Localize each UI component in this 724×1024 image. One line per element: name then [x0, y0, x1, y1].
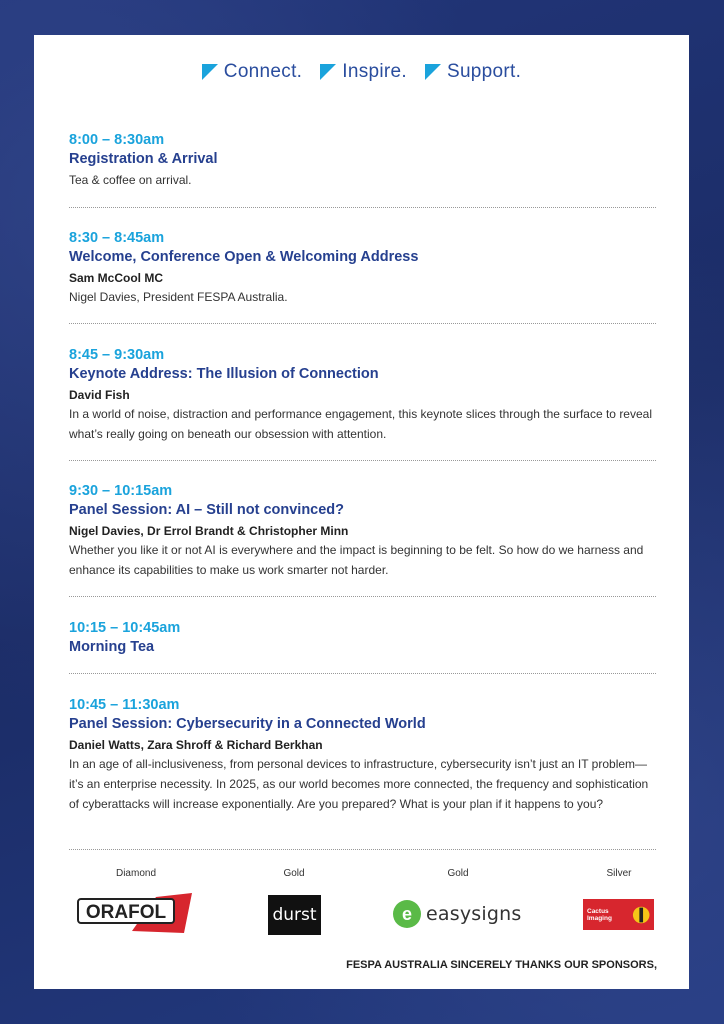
session-description: Tea & coffee on arrival. — [69, 173, 192, 187]
session-speaker: Sam McCool MC — [69, 271, 164, 285]
tagline-item: Support. — [425, 61, 521, 83]
sponsor-logo-text: durst — [272, 905, 317, 925]
tagline-item: Inspire. — [320, 61, 407, 83]
tagline — [34, 61, 689, 83]
session-title: Panel Session: AI – Still not convinced? — [69, 502, 345, 518]
arrow-mark-icon — [320, 64, 336, 80]
tagline-item: Connect. — [202, 61, 302, 83]
sponsor-tier-label: Gold — [447, 868, 469, 879]
session-time: 9:30 – 10:15am — [69, 483, 173, 499]
session-time: 8:00 – 8:30am — [69, 132, 165, 148]
session-description: In a world of noise, distraction and performance engagement, this keynote slices through the surface to reveal what’s really going on beneath our obsession with attention. — [69, 407, 652, 441]
durst-logo — [268, 895, 321, 935]
session-ai-panel — [69, 482, 657, 580]
sponsor-logo-text: easysigns — [426, 903, 522, 925]
easysigns-e-icon — [392, 899, 422, 929]
agenda-page — [34, 35, 689, 989]
session-speaker: Nigel Davies, Dr Errol Brandt & Christopher Minn — [69, 524, 349, 538]
sponsor-tier-label: Diamond — [115, 868, 157, 879]
cactus-imaging-logo — [583, 899, 654, 930]
session-time: 8:30 – 8:45am — [69, 230, 165, 246]
dotted-divider — [69, 673, 656, 674]
sponsor-logo-text: Cactus Imaging — [587, 907, 612, 922]
session-time: 10:15 – 10:45am — [69, 620, 181, 636]
session-description: Whether you like it or not AI is everywhere and the impact is beginning to be felt. So how do we harness and enhance its capabilities to make us work smarter not harder. — [69, 543, 644, 577]
arrow-mark-icon — [202, 64, 218, 80]
session-cybersecurity-panel — [69, 696, 657, 814]
arrow-mark-icon — [425, 64, 441, 80]
session-speaker: David Fish — [69, 388, 130, 402]
svg-text:e: e — [401, 904, 413, 924]
sponsor-logo-text: ORAFOL — [85, 902, 167, 923]
session-title: Keynote Address: The Illusion of Connection — [69, 366, 379, 382]
dotted-divider — [69, 323, 656, 324]
dotted-divider — [69, 849, 656, 850]
session-title: Welcome, Conference Open & Welcoming Address — [69, 249, 419, 265]
session-title: Panel Session: Cybersecurity in a Connected World — [69, 716, 426, 732]
session-registration — [69, 131, 657, 190]
sponsor-tier-label: Silver — [606, 868, 632, 879]
session-speaker: Daniel Watts, Zara Shroff & Richard Berkhan — [69, 738, 323, 752]
session-title: Registration & Arrival — [69, 151, 218, 167]
session-keynote — [69, 346, 657, 444]
session-time: 10:45 – 11:30am — [69, 697, 180, 713]
dotted-divider — [69, 596, 656, 597]
session-morning-tea — [69, 619, 657, 657]
session-welcome — [69, 229, 657, 307]
cactus-mark-icon — [632, 903, 650, 927]
easysigns-logo — [392, 899, 521, 929]
session-description: Nigel Davies, President FESPA Australia. — [69, 290, 288, 304]
dotted-divider — [69, 207, 656, 208]
sponsor-thanks-text: FESPA AUSTRALIA SINCERELY THANKS OUR SPONSORS, — [346, 959, 657, 971]
sponsor-tier-label: Gold — [283, 868, 305, 879]
session-title: Morning Tea — [69, 639, 155, 655]
session-time: 8:45 – 9:30am — [69, 347, 165, 363]
session-description: In an age of all-inclusiveness, from personal devices to infrastructure, cybersecurity isn’t just an IT problem—it’s an enterprise necessity. In 2025, as our world becomes more connected, the frequency and sophistication of cyberattacks will increase exponentially. Are you prepared? What is your plan if it happens to you? — [69, 757, 649, 811]
dotted-divider — [69, 460, 656, 461]
orafol-logo — [76, 891, 194, 940]
